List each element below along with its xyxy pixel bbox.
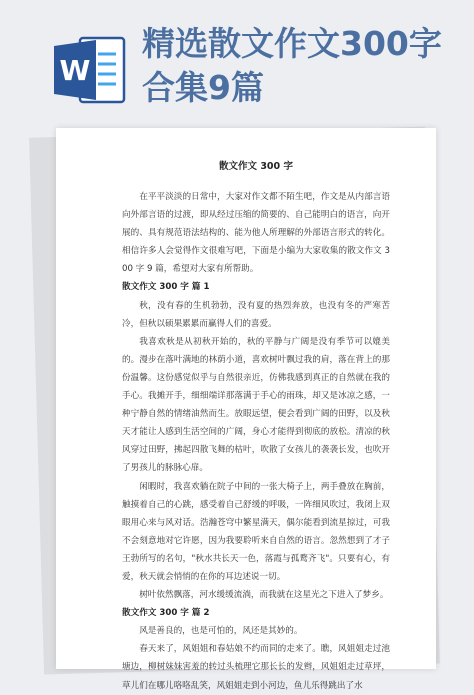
document-page (56, 128, 436, 691)
intro-paragraph: 在平平淡淡的日常中，大家对作文都不陌生吧，作文是从内部言语向外部言语的过渡，即从经过压缩的简要的、自己能明白的语言，向开展的、具有规范语法结构的、能为他人所理解的外部语言形式的转化。相信许多人会觉得作文很难写吧，下面是小编为大家收集的散文作文 300 字 9 篇，希望对大家有所帮助。 (122, 192, 390, 275)
section-heading-2: 散文作文 300 字 篇 2 (122, 608, 210, 619)
section1-paragraph: 秋，没有春的生机勃勃，没有夏的热烈奔放，也没有冬的严寒苦冷，但秋以硕果累累而赢得人们的喜爱。 (122, 300, 390, 329)
section1-paragraph: 闲暇时，我喜欢躺在院子中间的一张大椅子上，两手叠放在胸前，触摸着自己的心跳，感受着自己舒缓的呼吸，一阵细风吹过，我闭上双眼用心来与风对话。浩瀚苍穹中繁星满天，偶尔能看到流星掠过，可我不会刻意地对它许愿，因为我要聆听来自自然的语言。忽然想到了才子王勃所写的名句，"秋水共长天一色，落霞与孤鹜齐飞"。只要有心，有爱，秋天就会悄悄的在你的耳边述说一切。 (122, 481, 390, 582)
document-title: 散文作文 300 字 (219, 161, 293, 172)
word-document-icon (50, 30, 130, 110)
section1-paragraph: 树叶依然飘落，河水缓缓流淌，而我就在这星光之下进入了梦乡。 (139, 590, 389, 601)
document-body (122, 160, 390, 695)
section2-paragraph: 春天来了，风姐姐和春姑娘不约而同的走来了。瞧，风姐姐走过池塘边，柳树妹妹害羞的转过头梳理它那长长的发辫，风姐姐走过草坪，草儿们在哪儿咯咯乱笑，风姐姐走到小河边，鱼儿乐得跳出了水 (122, 644, 390, 691)
banner (0, 0, 474, 132)
word-icon-letter: W (59, 54, 91, 87)
section-heading-1: 散文作文 300 字 篇 1 (122, 282, 210, 293)
section1-paragraph: 我喜欢秋是从初秋开始的，秋的平静与广阔是没有季节可以媲美的。漫步在落叶满地的林荫小道，喜欢树叶飘过我的肩，落在背上的那份温馨。这份感觉似乎与自然很亲近，仿佛我感到真正的自然就在我的手心。我摊开手，细细端详那落满于手心的雨珠，却又是冰凉之感，一种宁静自然的情绪油然而生。放眼远望，便会看到广阔的田野，以及秋天才能让人感到生活空间的广阔，身心才能得到彻底的放松。清凉的秋风穿过田野，拂起四散飞舞的枯叶，吹散了女孩儿的袭袭长发，也吹开了男孩儿的脉脉心扉。 (122, 336, 390, 474)
page-headline: 精选散文作文300字合集9篇 (142, 24, 442, 107)
section2-paragraph: 风是善良的，也是可怕的，风还是其妙的。 (139, 626, 303, 637)
